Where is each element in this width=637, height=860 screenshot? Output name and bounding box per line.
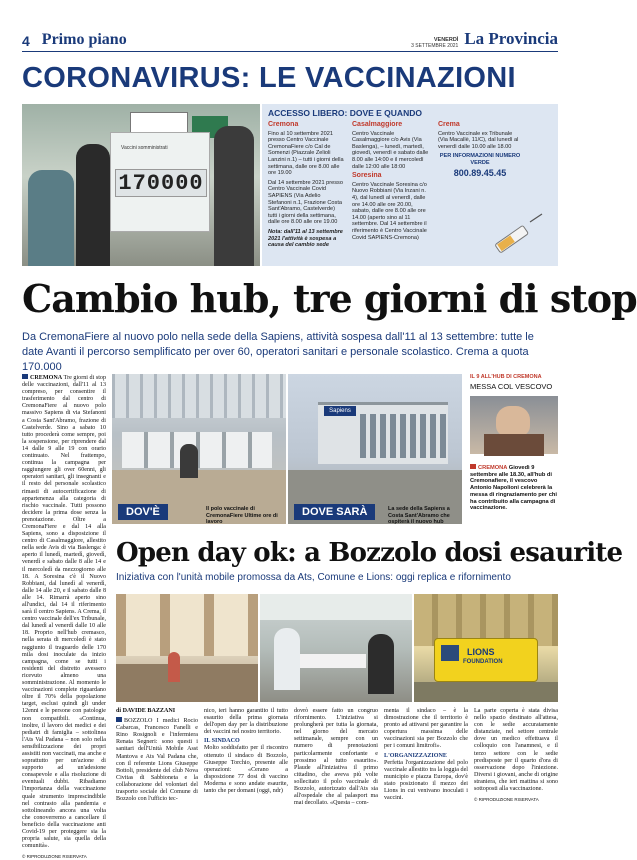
article2-copyright: © RIPRODUZIONE RISERVATA — [474, 797, 539, 803]
page-header — [22, 30, 558, 52]
side-box-messa — [470, 374, 558, 532]
article2-col5 — [474, 708, 558, 832]
secondary-headline: Open day ok: a Bozzolo dosi esaurite — [116, 538, 623, 568]
bozzolo-photo-loggia — [116, 594, 258, 702]
article2-col2 — [204, 708, 288, 832]
article1-copyright: © RIPRODUZIONE RISERVATA — [22, 854, 87, 860]
article2-bullet — [116, 717, 122, 722]
patient-figure — [368, 634, 394, 694]
tag-dove-sara: DOVE SARÀ — [294, 504, 375, 520]
article2-col1 — [116, 708, 198, 832]
hub-photo-sapiens — [288, 374, 462, 524]
section-banner: CORONAVIRUS: LE VACCINAZIONI — [22, 62, 516, 94]
info-col-casalmaggiore — [352, 122, 432, 244]
side-box-text-body: Giovedì 9 settembre alle 18.30, all'hub di Cremonafiere, il vescovo Antonio Napolioni celebrerà la messa di ringraziamento per chi ha contribuito alla campagna di vaccinazione. — [470, 465, 557, 512]
article2-byline: di DAVIDE BAZZANI — [116, 708, 176, 714]
info-box-title: ACCESSO LIBERO: DOVE E QUANDO — [268, 108, 422, 118]
article2-col3 — [294, 708, 378, 832]
hero-photo — [22, 104, 260, 266]
counter-board-label: Vaccini somministrati — [121, 145, 168, 151]
loggia-floor — [116, 664, 258, 702]
dateline — [411, 37, 458, 49]
side-box-text-kicker: CREMONA — [478, 465, 508, 471]
side-box-text — [470, 464, 558, 512]
side-kicker-bullet — [470, 464, 476, 469]
info-soresina-p1: Centro Vaccinale Soresina c/o Nuovo Robbiani (Via Inzani n. 4), dal lunedì al venerdì, dalle ore 14.00 alle ore 20.00, sabato, dalle ore 8.00 alle ore 14.00 (aperto sino al 11 settembre. Dal 14 settembre il riferimento è Centro Vaccinale Covid SAPIENS-Cremona) — [352, 181, 427, 241]
bishop-photo — [470, 396, 558, 454]
bozzolo-photo-van — [414, 594, 558, 702]
info-casalmaggiore-p1: Centro Vaccinale Casalmaggiore c/o Avis (Via Baslenga), – lunedì, martedì, giovedì, venerdì e sabato dalle 8.00 alle 14:00 e il mercoledì dalle 12:00 alle 18:00 — [352, 130, 429, 170]
article2-col4-text: menta il sindaco – è la dimostrazione che il territorio è pronto ad attivarsi per garantire la copertura massima delle vaccinazioni sia per Bozzolo che per i comuni limitrofi». — [384, 708, 468, 750]
syringe-icon — [488, 206, 548, 262]
article2-col3-text: dovrò essere fatto un congruo rifornimento. L'iniziativa si prolungherà per tutta la giornata, nel giorno del mercato settimanale, sempre con un numero di prenotazioni particolarmente confortante e prossimo al tutto esaurito». Plaude all'iniziativa il primo cittadino, che aveva più volte sollecitato il polo vaccinale di Bozzolo, autorizzato dall'Ats sia all'ospedale che al palasport ma mai decollato. «Questa – com- — [294, 708, 378, 807]
hub-photo-cremonafiere — [112, 374, 286, 524]
vaccine-counter: 170000 — [115, 169, 207, 197]
info-box — [262, 104, 558, 266]
info-phone-number: 800.89.45.45 — [453, 167, 507, 178]
article2-subhead-org: L'ORGANIZZAZIONE — [384, 752, 447, 759]
kicker-bullet — [22, 374, 28, 379]
bishop-figure — [496, 406, 530, 436]
vaccination-desk — [296, 654, 366, 668]
info-cremona-p2: Dal 14 settembre 2021 presso Centro Vaccinale Covid SAPIENS (Via Adelio Stefanoni n.1, Frazione Costa Sant'Abramo, Castelverde) tutti i giorni della settimana, dalle ore 8.00 alle ore 19.00 — [268, 179, 343, 226]
article2-col5-text: La parte coperta è stata divisa nello spazio destinato all'attesa, con le sedie accuratamente distanziate, nel settore centrale dove un medico effettuava il colloquio con l'anamnesi, e il terzo settore con le sedie predisposte per il quarto d'ora di osservazione dopo l'iniezione. Diversi i giovani, anche di origine straniera, che ieri mattina si sono sottoposti alla vaccinazione. — [474, 708, 558, 793]
side-box-kicker: IL 9 ALL'HUB DI CREMONA — [470, 374, 542, 380]
street-pavement — [414, 682, 558, 702]
hall-seated-person — [180, 444, 198, 478]
info-phone-label: PER INFORMAZIONI NUMERO VERDE — [439, 153, 521, 166]
bishop-vestment — [484, 434, 544, 456]
van-window — [441, 645, 459, 661]
info-heading-casalmaggiore: Casalmaggiore — [352, 121, 403, 128]
caption-cremonafiere: Il polo vaccinale di CremonaFiere Ultime ore di lavoro — [206, 506, 278, 525]
tag-dove-e: DOV'È — [118, 504, 168, 520]
section-title: Primo piano — [41, 31, 127, 48]
info-cremona-p1: Fino al 10 settembre 2021 presso Centro Vaccinale CremonaFiere c/o Cal de Somenzi (Piazzale Zelioli Lanzini n.1) – tutti i giorni della settimana, dalle ore 8.00 alle ore 19.00 — [268, 130, 344, 177]
info-col-crema — [438, 122, 522, 179]
info-heading-crema: Crema — [438, 121, 460, 128]
van-label: LIONS — [467, 647, 495, 657]
article2-col2b-text: Molto soddisfatto per il riscontro ottenuto il sindaco di Bozzolo, Giuseppe Torchio, presente alle operazioni: «Cerano a disposizione 77 dosi di vaccino Moderna e sono andate esaurite, tanto che per domani (oggi, ndr) — [204, 745, 288, 795]
van-sublabel: FOUNDATION — [463, 659, 503, 665]
doctor-figure — [274, 628, 300, 690]
article2-col1-text: BOZZOLO I medici Rocio Cabarcas, Francesco Fanelli e Rino Rosignoli e l'infermiera Renata Segneri: sono questi i sanitari dell'Unità Mobile Asst Mantova e Ats Val Padana che, con il referente Lions Giuseppe Bottoli, presidente del club Nova Civitas di Sabbioneta e la collaborazione del volontari del trasporto sociale del Comune di Bozzolo con l'ufficio tec- — [116, 718, 198, 803]
loggia-arches — [116, 594, 258, 656]
info-cremona-note: Nota: dall'11 al 13 settembre 2021 l'attività è sospesa a causa del cambio sede — [268, 228, 343, 249]
counter-board — [110, 132, 210, 232]
main-deck: Da CremonaFiere al nuovo polo nella sede della Sapiens, attività sospesa dall'11 al 13 settembre: tutte le date Avanti il percorso semplificato per over 60, operatori sanitari e personale scolastico. Crema a quota 170.000 — [22, 331, 534, 373]
lions-van — [434, 638, 538, 682]
person-center — [76, 144, 110, 266]
dateline-date: 3 SETTEMBRE 2021 — [411, 43, 459, 49]
article1-column — [22, 374, 106, 860]
info-heading-cremona: Cremona — [268, 121, 299, 128]
masthead: La Provincia — [464, 29, 558, 48]
loggia-waiting-person — [168, 652, 180, 682]
person-left — [28, 170, 74, 266]
page-number: 4 — [22, 33, 30, 49]
article2-col4b-text: Perfetta l'organizzazione del polo vaccinale allestito tra la loggia del municipio e piazza Europa, dov'è stato posizionato il mezzo dei Lions in cui venivano inoculati i vaccini. — [384, 759, 468, 802]
tent-roof — [260, 594, 412, 620]
article2-col4 — [384, 708, 468, 832]
person-right — [214, 126, 254, 266]
building-sign: Sapiens — [324, 406, 356, 416]
building-windows — [360, 414, 446, 458]
info-heading-soresina: Soresina — [352, 172, 382, 180]
info-col-cremona — [268, 122, 344, 252]
secondary-deck: Iniziativa con l'unità mobile promossa da Ats, Comune e Lions: oggi replica e rifornimento — [116, 572, 511, 583]
article2-col2-text: nico, ieri hanno garantito il tutto esaurito della prima giornata dell'open day per la distribuzione dei vaccini nel nostro territorio. — [204, 708, 288, 736]
article2-subhead-sindaco: IL SINDACO — [204, 738, 240, 745]
article1-kicker: CREMONA — [30, 375, 63, 381]
bozzolo-photo-vaccination — [260, 594, 412, 702]
main-headline: Cambio hub, tre giorni di stop — [22, 276, 637, 321]
side-box-title: MESSA COL VESCOVO — [470, 382, 553, 391]
article1-body: Tre giorni di stop delle vaccinazioni, dall'11 al 13 compreso, per consentire il trasferimento dal centro di CremonaFiere al nuovo polo massivo Sapiens di via Stefanoni a Costa Sant'Abramo, frazione di Castelverde. Sino a sabato 10 tutto procederà come sempre, poi la sospensione, per riprendere dal 14 dalle 9 alle 19 con orario continuato. Nel frattempo, continua la campagna per raggiungere gli over 60enni, gli operatori sanitari, gli insegnanti e il resto del personale scolastico rimasti di autocertificazione di appartenenza alla categoria di rischio vaccinale. Tutti possono decidere la prima dose senza la prenotazione. Oltre a CremonaFiere e dal 14 alla Sapiens, sono a disposizione il centro di Casalmaggiore, allestito nella sede Avis di via Baslenga: è aperto il lunedì, martedì, giovedì, venerdì e sabato dalle 8 alle 14 e il mercoledì da mezzogiorno alle 18. A Soresina c'è il Nuovo Robbiani, dal lunedì al venerdì, dalle 14 alle 20, e il sabato dalle 8 alle 14. Rimarrà aperto sino all'undici, dal 14 il riferimento sarà il centro Sapiens. A Crema, il centro vaccinale dell'ex Tribunale, dal lunedì al venerdì dalle 10 alle 18. Proprio nell'hub cremasco, nella serata di mercoledì è stato raggiunto il traguardo delle 170 mila dosi inoculate da inizio campagna, come se tutti i residenti del distretto avessero ricevuto almeno una somministrazione. Al momento le vaccinazioni complete riguardano oltre il 70% della popolazione target, esclusi quindi gli under 12enni e le persone con patologie non compatibili. «Continua, inoltre, il lavoro dei medici e dei pediatri di famiglia – sottolinea l'Ats Val Padana – non solo nella sensibilizzazione dei propri assistiti non vaccinati, ma anche e soprattutto per un'azione di supporto ad un'adesione consapevole e alla risoluzione di eventuali dubbi. Ribadiamo l'importanza della vaccinazione quale strumento imprescindibile nel contrasto alla pandemia e sottolineando ancora una volta che conoverremo a cancellare il beneficio della vaccinazione anti Covid-19 per proteggere sia la propria salute, sia quella della comunità». — [22, 375, 106, 850]
caption-sapiens: La sede della Sapiens a Costa Sant'Abramo che ospiterà il nuovo hub — [388, 506, 450, 525]
dateline-day: VENERDÌ — [433, 37, 459, 43]
hall-truss — [112, 374, 286, 418]
info-crema-p1: Centro Vaccinale ex Tribunale (Via Macallè, 11/C), dal lunedì al venerdì dalle 10.00 alle 18.00 — [438, 130, 519, 150]
